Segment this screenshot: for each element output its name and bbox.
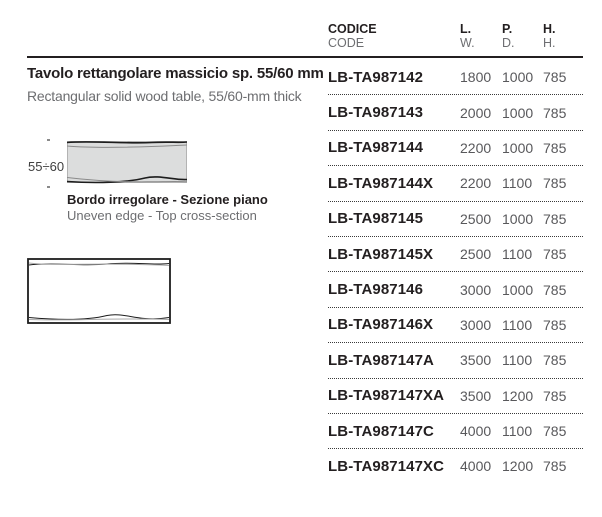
header-cell-height bbox=[543, 22, 583, 50]
figure-caption-secondary: Uneven edge - Top cross-section bbox=[67, 208, 257, 223]
dimension-tick-top bbox=[47, 139, 50, 141]
header-height-primary: H. bbox=[543, 22, 556, 36]
row-length: 4000 bbox=[460, 458, 492, 475]
header-code-primary: CODICE bbox=[328, 22, 377, 36]
row-length: 1800 bbox=[460, 69, 492, 86]
row-height: 785 bbox=[543, 423, 567, 440]
row-depth: 1000 bbox=[502, 104, 534, 121]
header-cell-length bbox=[460, 22, 502, 50]
figure-caption-primary: Bordo irregolare - Sezione piano bbox=[67, 192, 268, 207]
table-row bbox=[328, 449, 583, 483]
table-row bbox=[328, 60, 583, 95]
row-code: LB-TA987146 bbox=[328, 281, 424, 299]
row-height: 785 bbox=[543, 458, 567, 475]
dimension-tick-bottom bbox=[47, 186, 50, 188]
row-depth: 1100 bbox=[502, 352, 533, 369]
row-length: 2200 bbox=[460, 175, 492, 192]
row-code: LB-TA987147C bbox=[328, 422, 434, 440]
row-depth: 1000 bbox=[502, 210, 534, 227]
dimension-label: 55÷60 bbox=[28, 159, 65, 174]
row-code: LB-TA987146X bbox=[328, 316, 434, 334]
row-depth: 1200 bbox=[502, 458, 534, 475]
row-code: LB-TA987144X bbox=[328, 174, 434, 192]
row-code: LB-TA987142 bbox=[328, 68, 424, 86]
table-row bbox=[328, 272, 583, 307]
row-length: 3500 bbox=[460, 387, 492, 404]
row-code: LB-TA987143 bbox=[328, 104, 424, 122]
spec-table-header bbox=[328, 22, 583, 50]
table-row bbox=[328, 131, 583, 166]
table-row bbox=[328, 166, 583, 201]
row-height: 785 bbox=[543, 281, 567, 298]
row-code: LB-TA987147A bbox=[328, 351, 434, 369]
table-row bbox=[328, 379, 583, 414]
row-height: 785 bbox=[543, 139, 567, 156]
header-depth-primary: P. bbox=[502, 22, 513, 36]
header-rule bbox=[27, 56, 583, 58]
header-code-secondary: CODE bbox=[328, 36, 365, 50]
row-length: 2000 bbox=[460, 104, 492, 121]
row-code: LB-TA987145 bbox=[328, 210, 424, 228]
row-height: 785 bbox=[543, 352, 567, 369]
row-depth: 1100 bbox=[502, 316, 533, 333]
row-length: 3000 bbox=[460, 281, 492, 298]
row-height: 785 bbox=[543, 246, 567, 263]
row-height: 785 bbox=[543, 316, 567, 333]
table-row bbox=[328, 414, 583, 449]
product-title: Tavolo rettangolare massicio sp. 55/60 mm bbox=[27, 65, 324, 82]
header-length-primary: L. bbox=[460, 22, 472, 36]
row-depth: 1200 bbox=[502, 387, 534, 404]
row-depth: 1100 bbox=[502, 246, 533, 263]
header-height-secondary: H. bbox=[543, 36, 556, 50]
header-depth-secondary: D. bbox=[502, 36, 515, 50]
top-view-figure bbox=[27, 258, 171, 324]
header-length-secondary: W. bbox=[460, 36, 475, 50]
row-depth: 1100 bbox=[502, 175, 533, 192]
row-length: 2200 bbox=[460, 139, 492, 156]
table-row bbox=[328, 237, 583, 272]
row-depth: 1000 bbox=[502, 139, 534, 156]
row-depth: 1100 bbox=[502, 423, 533, 440]
header-cell-code bbox=[328, 22, 460, 50]
table-row bbox=[328, 202, 583, 237]
header-cell-depth bbox=[502, 22, 543, 50]
row-height: 785 bbox=[543, 210, 567, 227]
row-height: 785 bbox=[543, 387, 567, 404]
row-length: 2500 bbox=[460, 210, 492, 227]
row-length: 4000 bbox=[460, 423, 492, 440]
row-height: 785 bbox=[543, 104, 567, 121]
row-length: 2500 bbox=[460, 246, 492, 263]
row-height: 785 bbox=[543, 69, 567, 86]
row-code: LB-TA987147XC bbox=[328, 457, 445, 475]
product-subtitle: Rectangular solid wood table, 55/60-mm thick bbox=[27, 88, 302, 104]
table-row bbox=[328, 95, 583, 130]
row-height: 785 bbox=[543, 175, 567, 192]
table-row bbox=[328, 343, 583, 378]
row-code: LB-TA987147XA bbox=[328, 387, 445, 405]
cross-section-figure bbox=[67, 139, 187, 185]
table-row bbox=[328, 308, 583, 343]
spec-table-body bbox=[328, 60, 583, 484]
row-length: 3500 bbox=[460, 352, 492, 369]
row-code: LB-TA987145X bbox=[328, 245, 434, 263]
row-length: 3000 bbox=[460, 316, 492, 333]
row-code: LB-TA987144 bbox=[328, 139, 424, 157]
row-depth: 1000 bbox=[502, 281, 534, 298]
row-depth: 1000 bbox=[502, 69, 534, 86]
